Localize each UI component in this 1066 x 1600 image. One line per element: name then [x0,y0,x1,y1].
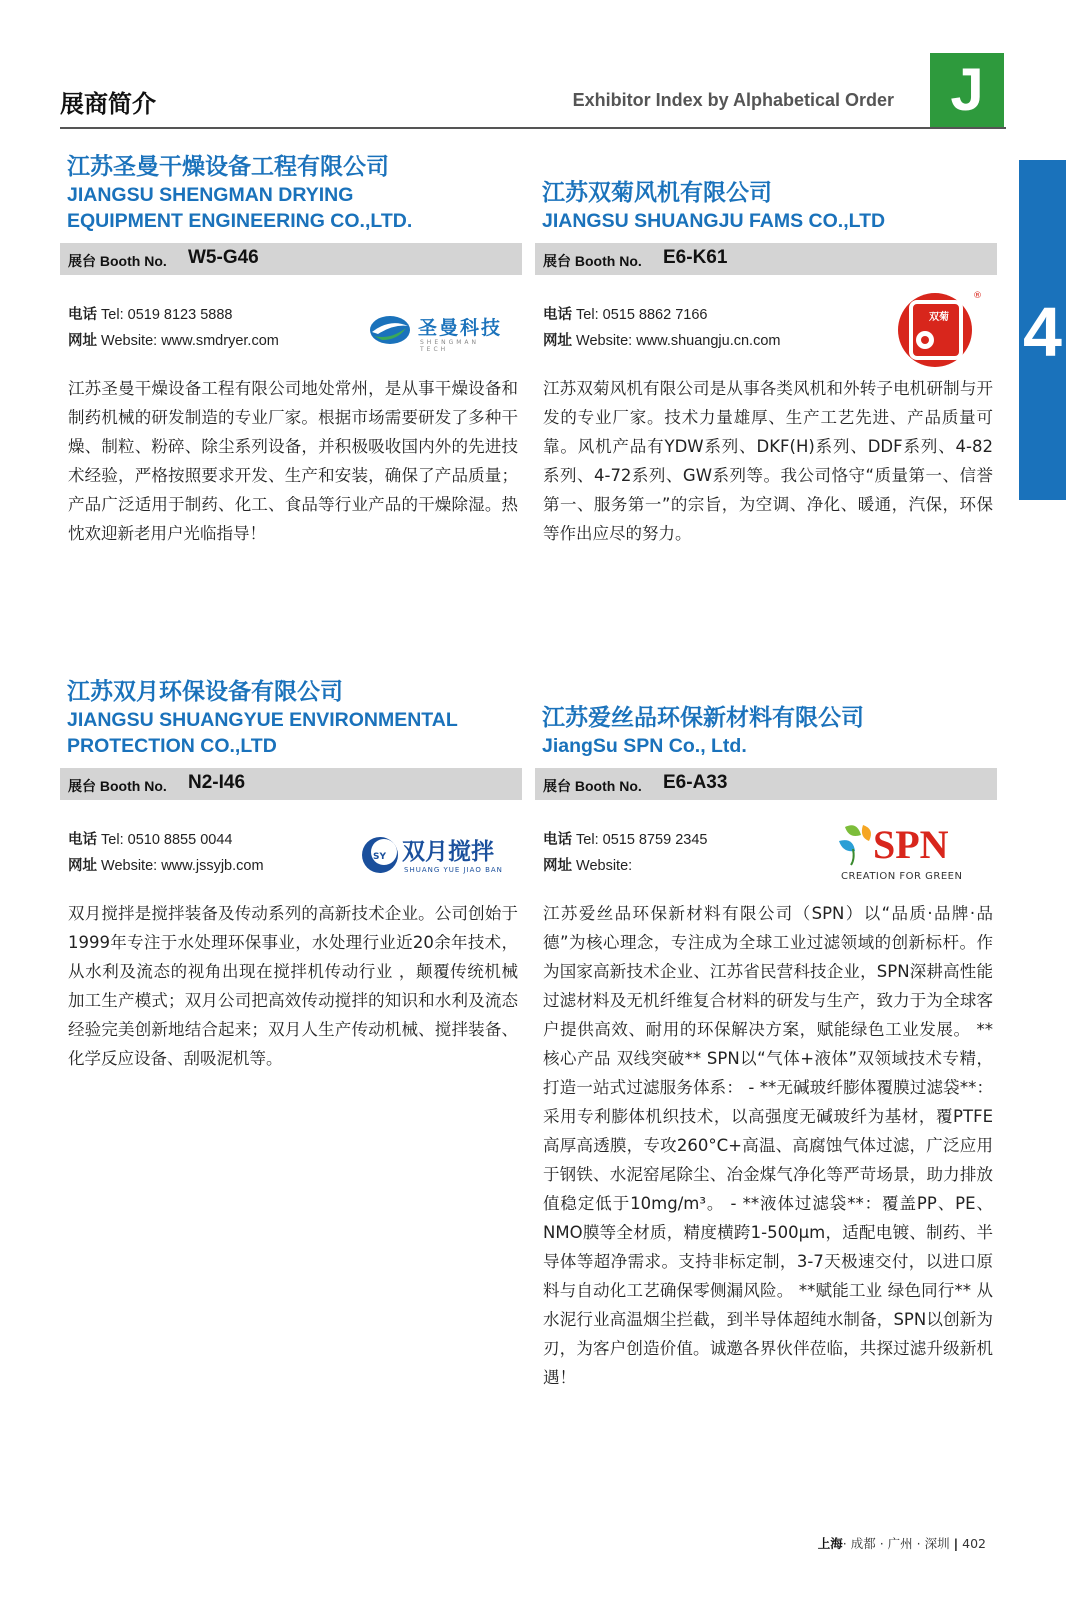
booth-number: N2-I46 [188,772,246,793]
contact-info [543,827,707,879]
tel-label: 电话 [68,832,97,848]
logo-text: 圣曼科技 [418,317,503,339]
booth-label: 展台 Booth No. [68,778,167,794]
web-label: 网址 [68,333,97,349]
company-name-cn: 江苏圣曼干燥设备工程有限公司 [67,154,389,180]
booth-number: W5-G46 [188,247,259,268]
company-logo [368,310,508,353]
company-description: 江苏爱丝品环保新材料有限公司（SPN）以“品质·品牌·品德”为核心理念，专注成为全球工业过滤领域的创新标杆。作为国家高新技术企业、江苏省民营科技企业，SPN深耕高性能过滤材料及无机纤维复合材料的研发与生产，致力于为全球客户提供高效、耐用的环保解决方案，赋能绿色工业发展。 **核心产品 双线突破** SPN以“气体+液体”双领域技术专精，打造一站式过滤服务体系： - **无碱玻纤膨体覆膜过滤袋**：采用专利膨体机织技术，以高强度无碱玻纤为基材，覆PTFE高厚高透膜，专攻260°C+高温、高腐蚀气体过滤，广泛应用于钢铁、水泥窑尾除尘、冶金煤气净化等严苛场景，助力排放值稳定低于10mg/m³。 - **液体过滤袋**：覆盖PP、PE、NMO膜等全材质，精度横跨1-500μm，适配电镀、制药、半导体等超净需求。支持非标定制，3-7天极速交付，以进口原料与自动化工艺确保零侧漏风险。 **赋能工业 绿色同行** 从水泥行业高温烟尘拦截，到半导体超纯水制备，SPN以创新为刃，为客户创造价值。诚邀各界伙伴莅临，共探过滤升级新机遇！ [543,904,993,1387]
company-card [535,703,997,1387]
company-description: 双月搅拌是搅拌装备及传动系列的高新技术企业。公司创始于1999年专注于水处理环保事业，水处理行业近20余年技术，从水利及流态的视角出现在搅拌机传动行业 ，颠覆传统机械加工生产模式；双月公司把高效传动搅拌的知识和水利及流态经验完美创新地结合起来；双月人生产传动机械、搅拌装备、化学反应设备、刮吸泥机等。 [68,904,518,1068]
section-title: 展商简介 [60,90,156,118]
tel-label: 电话 [68,307,97,323]
booth-label: 展台 Booth No. [543,253,642,269]
company-description: 江苏圣曼干燥设备工程有限公司地处常州，是从事干燥设备和制药机械的研发制造的专业厂家。根据市场需要研发了多种干燥、制粒、粉碎、除尘系列设备，并积极吸收国内外的先进技术经验，严格按照要求开发、生产和安装，确保了产品质量；产品广泛适用于制药、化工、食品等行业产品的干燥除湿。热忱欢迎新老用户光临指导！ [68,379,518,543]
website-link[interactable]: Website: [576,858,633,874]
booth-label: 展台 Booth No. [543,778,642,794]
footer-cities: · 成都 · 广州 · 深圳 [842,1536,950,1551]
company-logo [835,821,985,887]
chapter-number: 4 [1023,293,1062,371]
contact-info [68,302,279,354]
booth-number: E6-K61 [663,247,728,268]
logo-text: 双月搅拌 [402,839,494,865]
svg-text:®: ® [973,291,982,301]
page-footer: 上海· 成都 · 广州 · 深圳 | 402 [817,1536,986,1551]
logo-text: 双菊 [929,312,949,323]
swirl-logo-icon [368,310,412,350]
website-link[interactable]: Website: www.jssyjb.com [101,858,264,874]
svg-text:SY: SY [373,852,386,862]
tel: Tel: 0515 8862 7166 [576,307,708,323]
company-description: 江苏双菊风机有限公司是从事各类风机和外转子电机研制与开发的专业厂家。技术力量雄厚、生产工艺先进、产品质量可靠。风机产品有YDW系列、DKF(H)系列、DDF系列、4-82系列、4-72系列、GW系列等。我公司恪守“质量第一、信誉第一、服务第一”的宗旨，为空调、净化、暖通，汽保，环保等作出应尽的努力。 [543,379,993,543]
tel: Tel: 0510 8855 0044 [101,832,233,848]
company-card [60,677,522,1068]
company-name-cn: 江苏双月环保设备有限公司 [67,679,343,705]
chapter-tab [1019,160,1066,500]
letter-badge: J [930,53,1004,129]
booth-label: 展台 Booth No. [68,253,167,269]
tel-label: 电话 [543,307,572,323]
tel: Tel: 0519 8123 5888 [101,307,233,323]
tel: Tel: 0515 8759 2345 [576,832,708,848]
web-label: 网址 [543,858,572,874]
website-link[interactable]: Website: www.smdryer.com [101,333,279,349]
page-number: 402 [962,1536,986,1551]
moon-logo-icon [360,835,400,875]
company-name-en: JiangSu SPN Co., Ltd. [542,735,747,757]
company-name-en: JIANGSU SHUANGJU FAMS CO.,LTD [542,210,886,232]
booth-number: E6-A33 [663,772,728,793]
company-name-cn: 江苏爱丝品环保新材料有限公司 [542,705,864,731]
company-name-en: JIANGSU SHUANGYUE ENVIRONMENTAL [67,709,458,731]
company-card [60,152,522,543]
index-title: Exhibitor Index by Alphabetical Order [572,90,894,110]
booth-bar [60,768,522,800]
web-label: 网址 [543,333,572,349]
website-link[interactable]: Website: www.shuangju.cn.com [576,333,781,349]
logo-subtext: CREATION FOR GREEN [841,871,963,882]
booth-bar [535,243,997,275]
header-divider [60,127,1006,129]
web-label: 网址 [68,858,97,874]
tel-label: 电话 [543,832,572,848]
contact-info [68,827,264,879]
fan-logo-icon [895,288,982,368]
logo-subtext: SHUANG YUE JIAO BAN [404,866,503,874]
logo-text: SPN [873,822,949,867]
company-logo [895,288,982,368]
booth-bar [535,768,997,800]
company-card [535,178,997,543]
logo-subtext: SHENGMAN TECH [420,339,480,353]
company-name-en-line2: EQUIPMENT ENGINEERING CO.,LTD. [67,210,413,232]
company-logo [360,833,510,877]
contact-info [543,302,780,354]
booth-bar [60,243,522,275]
company-name-cn: 江苏双菊风机有限公司 [542,180,772,206]
company-name-en-line2: PROTECTION CO.,LTD [67,735,277,757]
company-name-en: JIANGSU SHENGMAN DRYING [67,184,354,206]
footer-city-main: 上海 [817,1536,843,1551]
